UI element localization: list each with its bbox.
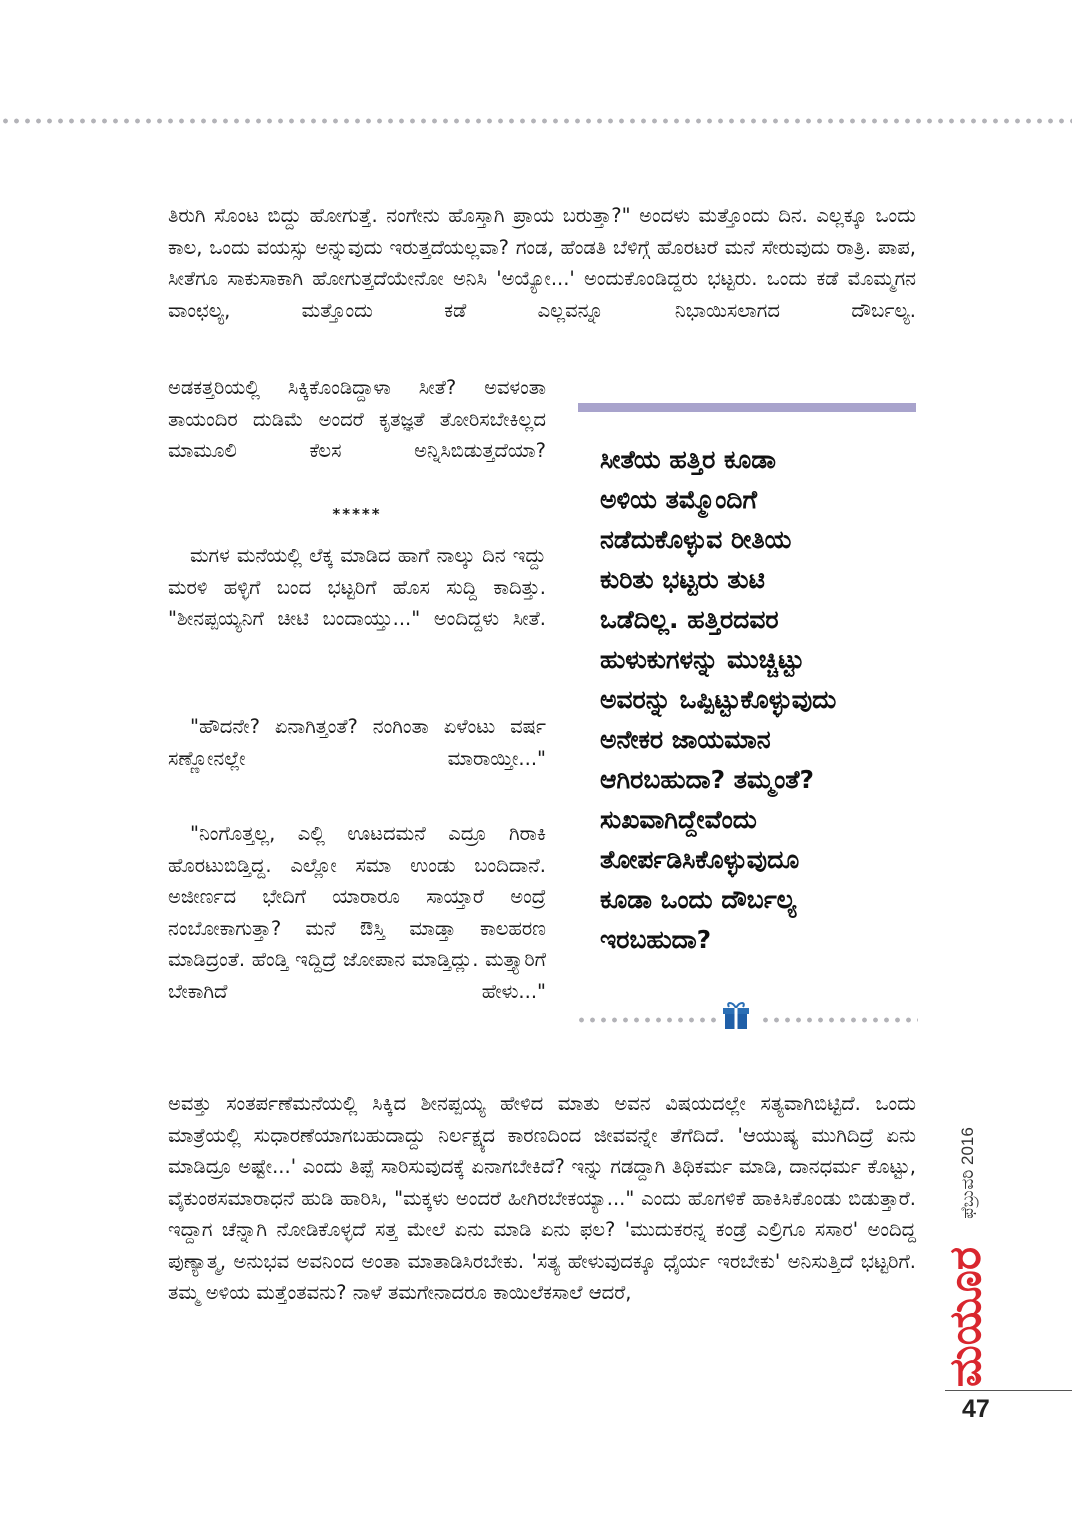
pull-quote-line: ತೋರ್ಪಡಿಸಿಕೊಳ್ಳುವುದೂ: [600, 845, 800, 874]
left-column-paragraph-1: ಅಡಕತ್ತರಿಯಲ್ಲಿ ಸಿಕ್ಕಿಕೊಂಡಿದ್ದಾಳಾ ಸೀತೆ? ಅವಳಂತಾ ತಾಯಂದಿರ ದುಡಿಮೆ ಅಂದರೆ ಕೃತಜ್ಞತೆ ತೋರಿಸಬೇಕಿಲ್ಲದ ಮಾಮೂಲಿ ಕೆಲಸ ಅನ್ನಿಸಿಬಿಡುತ್ತದೆಯಾ?: [168, 376, 546, 462]
section-separator: *****: [332, 505, 382, 523]
pull-quote-line: ಆಗಿರಬಹುದಾ? ತಮ್ಮಂತೆ?: [600, 765, 815, 794]
pull-quote-line: ಅನೇಕರ ಜಾಯಮಾನ: [600, 725, 771, 754]
pull-quote-line: ಒಡೆದಿಲ್ಲ. ಹತ್ತಿರದವರ: [600, 605, 779, 634]
pull-quote-line: ಅಳಿಯ ತಮ್ಮೊಂದಿಗೆ: [600, 485, 757, 514]
bottom-paragraph: ಅವತ್ತು ಸಂತರ್ಪಣೆಮನೆಯಲ್ಲಿ ಸಿಕ್ಕಿದ ಶೀನಪ್ಪಯ್ಯ ಹೇಳಿದ ಮಾತು ಅವನ ವಿಷಯದಲ್ಲೇ ಸತ್ಯವಾಗಿಬಿಟ್ಟಿದೆ. ಒಂದು ಮಾತ್ರೆಯಲ್ಲಿ ಸುಧಾರಣೆಯಾಗಬಹುದಾದ್ದು ನಿರ್ಲಕ್ಷ್ಯದ ಕಾರಣದಿಂದ ಜೀವವನ್ನೇ ತೆಗೆದಿದೆ. 'ಆಯುಷ್ಯ ಮುಗಿದಿದ್ರೆ ಏನು ಮಾಡಿದ್ರೂ ಅಷ್ಟೇ...' ಎಂದು ತಿಪ್ಪೆ ಸಾರಿಸುವುದಕ್ಕೆ ಏನಾಗಬೇಕಿದೆ? ಇನ್ನು ಗಡದ್ದಾಗಿ ತಿಥಿಕರ್ಮ ಮಾಡಿ, ದಾನಧರ್ಮ ಕೊಟ್ಟು, ವೈಕುಂಠಸಮಾರಾಧನೆ ಹುಡಿ ಹಾರಿಸಿ, "ಮಕ್ಕಳು ಅಂದರೆ ಹೀಗಿರಬೇಕಯ್ಯಾ..." ಎಂದು ಹೊಗಳಿಕೆ ಹಾಕಿಸಿಕೊಂಡು ಬಿಡುತ್ತಾರೆ. ಇದ್ದಾಗ ಚೆನ್ನಾಗಿ ನೋಡಿಕೊಳ್ಳದೆ ಸತ್ತ ಮೇಲೆ ಏನು ಮಾಡಿ ಏನು ಫಲ? 'ಮುದುಕರನ್ನ ಕಂಡ್ರೆ ಎಲ್ರಿಗೂ ಸಸಾರ' ಅಂದಿದ್ದ ಪುಣ್ಯಾತ್ಮ, ಅನುಭವ ಅವನಿಂದ ಅಂತಾ ಮಾತಾಡಿಸಿರಬೇಕು. 'ಸತ್ಯ ಹೇಳುವುದಕ್ಕೂ ಧೈರ್ಯ ಇರಬೇಕು' ಅನಿಸುತ್ತಿದೆ ಭಟ್ಟರಿಗೆ. ತಮ್ಮ ಅಳಿಯ ಮತ್ತೆಂತವನು? ನಾಳೆ ತಮಗೇನಾದರೂ ಕಾಯಿಲೆಕಸಾಲೆ ಆದರೆ,: [168, 1092, 916, 1304]
top-paragraph: ತಿರುಗಿ ಸೊಂಟ ಬಿದ್ದು ಹೋಗುತ್ತೆ. ನಂಗೇನು ಹೊಸ್ತಾಗಿ ಪ್ರಾಯ ಬರುತ್ತಾ?" ಅಂದಳು ಮತ್ತೊಂದು ದಿನ. ಎಲ್ಲಕ್ಕೂ ಒಂದು ಕಾಲ, ಒಂದು ವಯಸ್ಸು ಅನ್ನುವುದು ಇರುತ್ತದೆಯಲ್ಲವಾ? ಗಂಡ, ಹೆಂಡತಿ ಬೆಳಿಗ್ಗೆ ಹೊರಟರೆ ಮನೆ ಸೇರುವುದು ರಾತ್ರಿ. ಪಾಪ, ಸೀತೆಗೂ ಸಾಕುಸಾಕಾಗಿ ಹೋಗುತ್ತದೆಯೇನೋ ಅನಿಸಿ 'ಅಯ್ಯೋ...' ಅಂದುಕೊಂಡಿದ್ದರು ಭಟ್ಟರು. ಒಂದು ಕಡೆ ಮೊಮ್ಮಗನ ವಾಂಛಲ್ಯ, ಮತ್ತೊಂದು ಕಡೆ ಎಲ್ಲವನ್ನೂ ನಿಭಾಯಿಸಲಾಗದ ದೌರ್ಬಲ್ಯ.: [168, 204, 916, 322]
pull-quote: [600, 440, 920, 960]
page-number-rule: [945, 1390, 1072, 1391]
issue-date: [940, 1105, 996, 1240]
divider-dots-left: [576, 1016, 716, 1024]
left-column-paragraph-4: "ನಿಂಗೊತ್ತಲ್ಲ, ಎಲ್ಲಿ ಊಟದಮನೆ ಎದ್ರೂ ಗಿರಾಕಿ ಹೊರಟುಬಿಡ್ತಿದ್ದ. ಎಲ್ಲೋ ಸಮಾ ಉಂಡು ಬಂದಿದಾನೆ. ಅಜೀರ್ಣದ ಭೇದಿಗೆ ಯಾರಾರೂ ಸಾಯ್ತಾರೆ ಅಂದ್ರೆ ನಂಬೋಕಾಗುತ್ತಾ? ಮನೆ ಔಸ್ತಿ ಮಾಡ್ತಾ ಕಾಲಹರಣ ಮಾಡಿದ್ರಂತೆ. ಹೆಂಡ್ತಿ ಇದ್ದಿದ್ರೆ ಜೋಪಾನ ಮಾಡ್ತಿದ್ಲು. ಮತ್ತ್ಯಾರಿಗೆ ಬೇಕಾಗಿದೆ ಹೇಳು...": [168, 822, 546, 1003]
pull-quote-line: ಹುಳುಕುಗಳನ್ನು ಮುಚ್ಚಿಟ್ಟು: [600, 645, 805, 674]
pull-quote-line: ಕೂಡಾ ಒಂದು ದೌರ್ಬಲ್ಯ: [600, 885, 797, 914]
pull-quote-line: ಕುರಿತು ಭಟ್ಟರು ತುಟಿ: [600, 565, 765, 594]
pull-quote-line: ಇರಬಹುದಾ?: [600, 925, 712, 954]
pull-quote-line: ಸೀತೆಯ ಹತ್ತಿರ ಕೂಡಾ: [600, 445, 776, 474]
magazine-logo-text: ಮಯೂರ: [940, 1246, 991, 1388]
left-column-paragraph-2: ಮಗಳ ಮನೆಯಲ್ಲಿ ಲೆಕ್ಕ ಮಾಡಿದ ಹಾಗೆ ನಾಲ್ಕು ದಿನ ಇದ್ದು ಮರಳಿ ಹಳ್ಳಿಗೆ ಬಂದ ಭಟ್ಟರಿಗೆ ಹೊಸ ಸುದ್ದಿ ಕಾದಿತ್ತು. "ಶೀನಪ್ಪಯ್ಯನಿಗೆ ಚೀಟಿ ಬಂದಾಯ್ತು..." ಅಂದಿದ್ದಳು ಸೀತೆ.: [168, 544, 546, 630]
pull-quote-accent-bar: [578, 403, 916, 412]
pull-quote-line: ನಡೆದುಕೊಳ್ಳುವ ರೀತಿಯ: [600, 525, 792, 554]
divider-dots-right: [760, 1016, 918, 1024]
gift-icon: [720, 1000, 752, 1030]
page-number: 47: [962, 1395, 990, 1423]
magazine-logo: [938, 1245, 998, 1390]
pull-quote-line: ಅವರನ್ನು ಒಪ್ಪಿಟ್ಟುಕೊಳ್ಳುವುದು: [600, 685, 837, 714]
pull-quote-line: ಸುಖವಾಗಿದ್ದೇವೆಂದು: [600, 805, 757, 834]
top-dotted-rule: [0, 117, 1072, 125]
left-column-paragraph-3: "ಹೌದನೇ? ಏನಾಗಿತ್ತಂತೆ? ನಂಗಿಂತಾ ಏಳೆಂಟು ವರ್ಷ ಸಣ್ಣೋನಲ್ಲೇ ಮಾರಾಯ್ತೀ...": [168, 715, 546, 770]
issue-date-text: ಫೆಬ್ರುವರಿ 2016: [958, 1126, 977, 1219]
